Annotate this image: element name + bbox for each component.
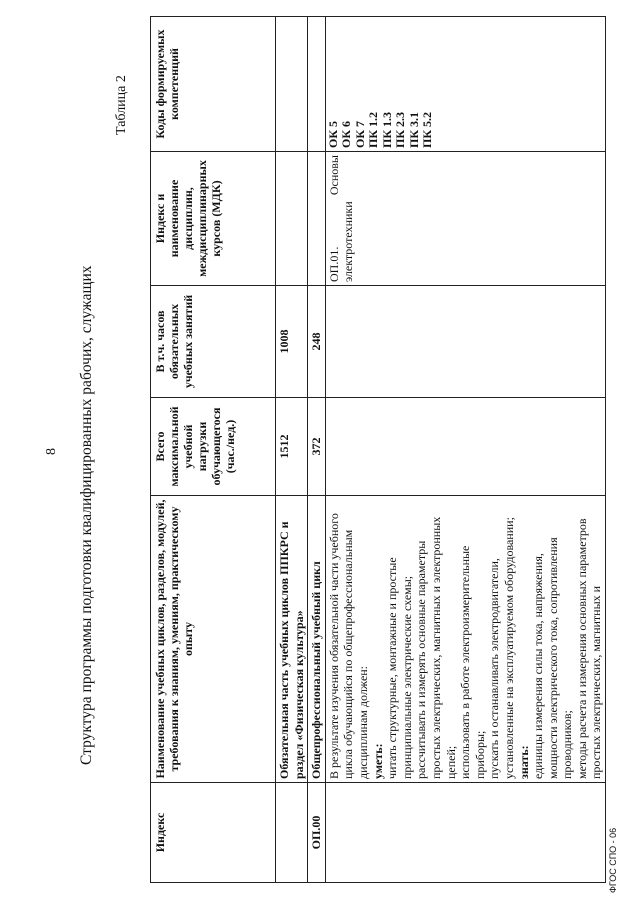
competency-code: ПК 1.3 (379, 111, 394, 148)
op01-discipline (325, 152, 605, 286)
header-mandatory: В т.ч. часов обязательных учебных занятий (151, 286, 276, 398)
op01-intro: В результате изучения обязательной части учебного цикла обучающийся по общепрофессиональным дисциплинам должен: (326, 513, 370, 779)
row-op01-description (325, 496, 605, 783)
knowledge-heading: знать: (516, 745, 531, 779)
header-index: Индекс (151, 783, 276, 883)
competency-code: ПК 5.2 (420, 111, 435, 148)
header-discipline: Индекс и наименование дисциплин, междисциплинарных курсов (МДК) (151, 152, 276, 286)
skills-heading: уметь: (370, 743, 385, 779)
row-general-mandatory: 248 (308, 286, 326, 398)
competency-code: ОК 6 (339, 120, 354, 148)
knowledge-item: единицы измерения силы тока, напряжения, мощности электрического тока, сопротивления проводников; (531, 537, 575, 779)
row-general-total: 372 (308, 398, 326, 496)
discipline-word: Основы (326, 155, 341, 196)
discipline-name: электротехники (341, 201, 356, 282)
skill-item: читать структурные, монтажные и простые принципиальные электрические схемы; (385, 557, 414, 779)
knowledge-item: методы расчета и измерения основных параметров простых электрических, магнитных и (574, 518, 604, 779)
header-total: Всего максимальной учебной нагрузки обучающегося (час./нед.) (151, 398, 276, 496)
table-row (325, 17, 605, 883)
competency-code: ОК 5 (325, 120, 340, 148)
competency-list (325, 17, 605, 152)
competency-code: ОК 7 (352, 120, 367, 148)
skill-item: использовать в работе электроизмерительные приборы; (458, 545, 487, 779)
competency-code: ПК 1.2 (366, 111, 381, 148)
skill-item: рассчитывать и измерять основные параметры простых электрических, магнитных и электронных цепей; (414, 516, 458, 779)
footer-label: ФГОС СПО - 06 (608, 827, 618, 893)
row-obligatory-name: Обязательная часть учебных циклов ППКРС и раздел «Физическая культура» (276, 496, 308, 783)
skill-item: пускать и останавливать электродвигатели, установленные на эксплуатируемом оборудовании; (487, 517, 516, 779)
header-name: Наименование учебных циклов, разделов, модулей, требования к знаниям, умениям, практическому опыту (151, 496, 276, 783)
table-header-row (151, 17, 276, 883)
row-obligatory-mandatory: 1008 (276, 286, 308, 398)
discipline-code: ОП.01. (326, 246, 341, 282)
table-caption: Таблица 2 (114, 75, 129, 135)
competency-code: ПК 3.1 (406, 111, 421, 148)
table-row (308, 17, 326, 883)
table-row (276, 17, 308, 883)
row-obligatory-total: 1512 (276, 398, 308, 496)
document-title: Структура программы подготовки квалифицированных рабочих, служащих (78, 265, 95, 765)
page-number: 8 (44, 448, 59, 455)
structure-table (150, 16, 606, 883)
row-general-name: Общепрофессиональный учебный цикл (308, 496, 326, 783)
row-general-index: ОП.00 (308, 783, 326, 883)
header-competencies: Коды формируемых компетенций (151, 17, 276, 152)
competency-code: ПК 2.3 (393, 111, 408, 148)
